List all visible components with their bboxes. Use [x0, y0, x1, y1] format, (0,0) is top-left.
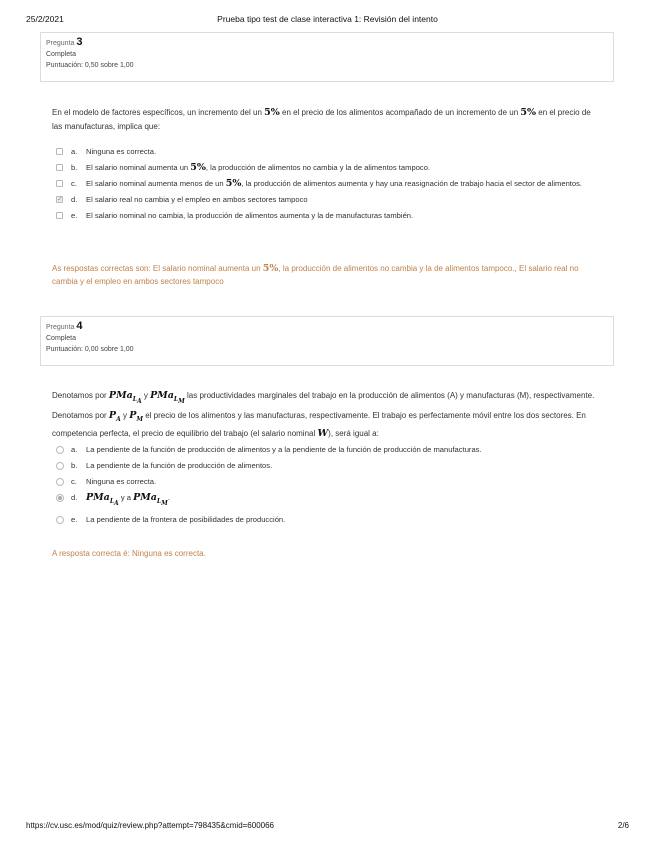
- answer-option[interactable]: d. PMa$_{L_A}$ y a PMa$_{L_M}$.: [56, 491, 604, 511]
- question-3-feedback: As respostas correctas son: El salario nominal aumenta un 5%, la producción de alimentos no cambia y la de alimentos tampoco., El salario real no cambia y el empleo en ambos sectores tampoco: [52, 263, 579, 286]
- print-url: https://cv.usc.es/mod/quiz/review.php?attempt=798435&cmid=600066: [26, 821, 275, 830]
- question-grade: Puntuación: 0,00 sobre 1,00: [46, 346, 134, 353]
- question-4-text: Denotamos por PMa$_{L_A}$ y PMa$_{L_M}$ las productividades marginales del trabajo en la producción de alimentos (A) y manufacturas (M), respectivamente. Denotamos por $P_A$ y $P_M$ el precio de los alimentos y las manufacturas, respectivamente. El trabajo es perfectamente móvil entre los dos sectores. En competencia perfecta, el precio de equilibrio del trabajo (el salario nominal W), será igual a:: [52, 390, 595, 439]
- radio-button-selected[interactable]: [56, 494, 64, 502]
- checkbox-checked[interactable]: [56, 196, 63, 203]
- question-state: Completa: [46, 51, 76, 58]
- answer-option[interactable]: e. La pendiente de la frontera de posibilidades de producción.: [56, 513, 604, 527]
- answer-option[interactable]: b. La pendiente de la función de producción de alimentos.: [56, 459, 604, 473]
- question-number: Pregunta 4: [46, 320, 83, 332]
- radio-button[interactable]: [56, 446, 64, 454]
- question-3-info: [40, 32, 614, 82]
- answer-option[interactable]: e. El salario nominal no cambia, la producción de alimentos aumenta y la de manufacturas también.: [56, 209, 604, 223]
- print-header: [26, 14, 629, 26]
- question-3-answers: [56, 145, 604, 223]
- answer-option[interactable]: c. Ninguna es correcta.: [56, 475, 604, 489]
- question-4-info: [40, 316, 614, 366]
- print-date: 25/2/2021: [26, 14, 64, 24]
- print-footer: [26, 821, 629, 833]
- question-4-answers: [56, 443, 604, 527]
- question-grade: Puntuación: 0,50 sobre 1,00: [46, 62, 134, 69]
- answer-option[interactable]: c. El salario nominal aumenta menos de un 5%, la producción de alimentos aumenta y hay una reasignación de trabajo hacia el sector de alimentos.: [56, 177, 604, 191]
- print-title: Prueba tipo test de clase interactiva 1: Revisión del intento: [217, 14, 438, 24]
- radio-button[interactable]: [56, 478, 64, 486]
- answer-option[interactable]: a. Ninguna es correcta.: [56, 145, 604, 159]
- question-4-feedback: A resposta correcta é: Ninguna es correcta.: [52, 549, 206, 558]
- question-3-text: En el modelo de factores específicos, un incremento del un 5% en el precio de los alimentos acompañado de un incremento de un 5% en el precio de las manufacturas, implica que:: [52, 107, 591, 131]
- checkbox[interactable]: [56, 212, 63, 219]
- checkbox[interactable]: [56, 180, 63, 187]
- answer-option[interactable]: a. La pendiente de la función de producción de alimentos y a la pendiente de la función de producción de manufacturas.: [56, 443, 604, 457]
- print-page-number: 2/6: [617, 821, 629, 830]
- answer-option[interactable]: b. El salario nominal aumenta un 5%, la producción de alimentos no cambia y la de alimentos tampoco.: [56, 161, 604, 175]
- radio-button[interactable]: [56, 462, 64, 470]
- checkbox[interactable]: [56, 148, 63, 155]
- answer-option[interactable]: ✓ d. El salario real no cambia y el empleo en ambos sectores tampoco: [56, 193, 604, 207]
- checkbox[interactable]: [56, 164, 63, 171]
- question-state: Completa: [46, 335, 76, 342]
- radio-button[interactable]: [56, 516, 64, 524]
- question-number: Pregunta 3: [46, 36, 83, 48]
